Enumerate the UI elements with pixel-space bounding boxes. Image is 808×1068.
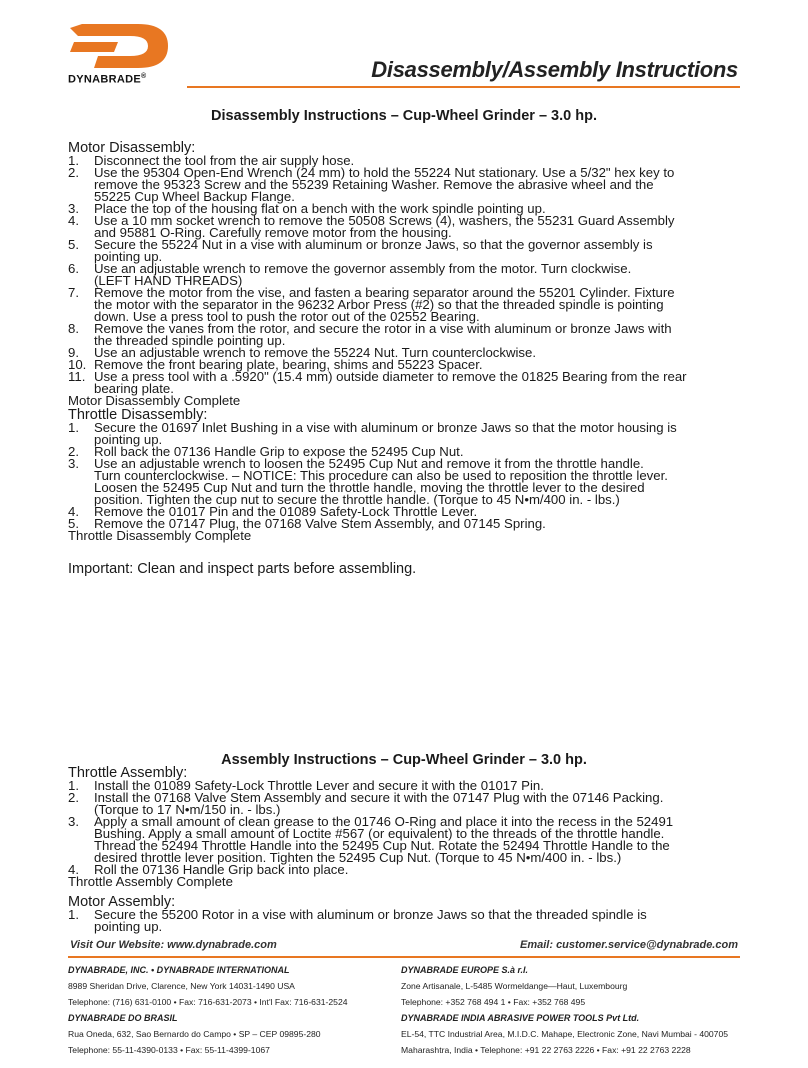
step-text-line: position. Tighten the cup nut to secure the throttle handle. (Torque to 45 N•m/400 in. - lbs.) xyxy=(94,492,620,507)
step-text-line: pointing up. xyxy=(94,249,163,264)
motor-assembly-heading: Motor Assembly: xyxy=(68,894,176,910)
website-link[interactable]: Visit Our Website: www.dynabrade.com xyxy=(70,939,277,951)
instruction-step xyxy=(68,458,743,506)
step-number: 3. xyxy=(68,456,79,471)
instruction-step xyxy=(68,792,743,816)
step-number: 9. xyxy=(68,345,79,360)
step-text-line: Use the 95304 Open-End Wrench (24 mm) to hold the 55224 Nut stationary. Use a 5/32" hex key to xyxy=(94,165,675,180)
step-text-line: bearing plate. xyxy=(94,381,174,396)
step-number: 1. xyxy=(68,907,79,922)
step-number: 4. xyxy=(68,213,79,228)
address-line: Telephone: 55-11-4390-0133 • Fax: 55-11-4399-1067 xyxy=(68,1045,270,1055)
address-line: 8989 Sheridan Drive, Clarence, New York 14031-1490 USA xyxy=(68,981,295,991)
step-text-line: Remove the front bearing plate, bearing, shims and 55223 Spacer. xyxy=(94,357,483,372)
step-text-line: Thread the 52494 Throttle Handle into the 52495 Cup Nut. Rotate the 52494 Throttle Handle to the xyxy=(94,838,670,853)
step-text-line: Use an adjustable wrench to loosen the 52495 Cup Nut and remove it from the throttle handle. xyxy=(94,456,644,471)
step-text-line: Secure the 55200 Rotor in a vise with aluminum or bronze Jaws so that the threaded spindle is xyxy=(94,907,647,922)
step-number: 5. xyxy=(68,516,79,531)
step-number: 6. xyxy=(68,261,79,276)
instruction-step xyxy=(68,371,743,395)
step-text-line: Loosen the 52495 Cup Nut and turn the throttle handle, moving the throttle lever to the desired xyxy=(94,480,645,495)
step-text-line: desired throttle lever position. Tighten the 52495 Cup Nut. (Torque to 45 N•m/400 in. - lbs.) xyxy=(94,850,622,865)
footer-contact-bar xyxy=(68,936,740,958)
step-text-line: Remove the vanes from the rotor, and secure the rotor in a vise with aluminum or bronze Jaws with xyxy=(94,321,672,336)
step-text-line: the motor with the separator in the 96232 Arbor Press (#2) so that the threaded spindle is pointing xyxy=(94,297,664,312)
address-line: Telephone: +352 768 494 1 • Fax: +352 768 495 xyxy=(401,997,586,1007)
brand-name: DYNABRADE® xyxy=(68,73,147,86)
instruction-step xyxy=(68,518,743,530)
instruction-step xyxy=(68,864,743,876)
step-number: 3. xyxy=(68,201,79,216)
throttle-disassembly-section xyxy=(68,408,743,542)
motor-disassembly-complete: Motor Disassembly Complete xyxy=(68,393,241,408)
throttle-assembly-list xyxy=(68,780,743,876)
step-text-line: 55225 Cup Wheel Backup Flange. xyxy=(94,189,295,204)
step-number: 1. xyxy=(68,420,79,435)
step-number: 2. xyxy=(68,790,79,805)
step-text-line: Use a 10 mm socket wrench to remove the 50508 Screws (4), washers, the 55231 Guard Assembly xyxy=(94,213,675,228)
step-text-line: Remove the 07147 Plug, the 07168 Valve Stem Assembly, and 07145 Spring. xyxy=(94,516,546,531)
address-line: Maharashtra, India • Telephone: +91 22 2763 2226 • Fax: +91 22 2763 2228 xyxy=(401,1045,691,1055)
step-text-line: Use an adjustable wrench to remove the 55224 Nut. Turn counterclockwise. xyxy=(94,345,537,360)
address-line: Telephone: (716) 631-0100 • Fax: 716-631-2073 • Int'l Fax: 716-631-2524 xyxy=(68,997,348,1007)
step-number: 2. xyxy=(68,165,79,180)
disassembly-title: Disassembly Instructions – Cup-Wheel Grinder – 3.0 hp. xyxy=(211,108,597,124)
step-number: 11. xyxy=(68,369,86,384)
step-text-line: Roll the 07136 Handle Grip back into place. xyxy=(94,862,349,877)
step-number: 2. xyxy=(68,444,79,459)
address-brazil xyxy=(68,1010,321,1058)
instruction-step xyxy=(68,422,743,446)
step-number: 1. xyxy=(68,153,79,168)
address-europe xyxy=(401,962,627,1010)
instruction-step xyxy=(68,239,743,263)
step-text-line: Secure the 01697 Inlet Bushing in a vise with aluminum or bronze Jaws so that the motor housing is xyxy=(94,420,677,435)
header-rule xyxy=(187,86,740,88)
throttle-disassembly-complete: Throttle Disassembly Complete xyxy=(68,528,252,543)
step-text-line: Turn counterclockwise. – NOTICE: This procedure can also be used to reposition the throttle lever. xyxy=(94,468,668,483)
step-text-line: Use an adjustable wrench to remove the governor assembly from the motor. Turn clockwise. xyxy=(94,261,632,276)
step-text-line: the threaded spindle pointing up. xyxy=(94,333,286,348)
step-number: 7. xyxy=(68,285,79,300)
assembly-title: Assembly Instructions – Cup-Wheel Grinder – 3.0 hp. xyxy=(221,752,587,768)
throttle-assembly-heading: Throttle Assembly: xyxy=(68,765,188,781)
step-text-line: remove the 95323 Screw and the 55239 Retaining Washer. Remove the abrasive wheel and the xyxy=(94,177,654,192)
address-india xyxy=(401,1010,728,1058)
throttle-disassembly-list xyxy=(68,422,743,530)
important-note: Important: Clean and inspect parts before assembling. xyxy=(68,561,417,577)
address-heading: DYNABRADE, INC. • DYNABRADE INTERNATIONAL xyxy=(68,965,290,975)
instruction-step xyxy=(68,215,743,239)
step-text-line: Apply a small amount of clean grease to the 01746 O-Ring and place it into the recess in the 52491 xyxy=(94,814,674,829)
step-text-line: Install the 01089 Safety-Lock Throttle Lever and secure it with the 01017 Pin. xyxy=(94,778,544,793)
address-line: EL-54, TTC Industrial Area, M.I.D.C. Mahape, Electronic Zone, Navi Mumbai - 400705 xyxy=(401,1029,729,1039)
instruction-step xyxy=(68,287,743,323)
address-usa xyxy=(68,962,348,1010)
address-heading: DYNABRADE DO BRASIL xyxy=(68,1013,178,1023)
instruction-step xyxy=(68,816,743,864)
instruction-step xyxy=(68,909,743,933)
step-text-line: pointing up. xyxy=(94,432,163,447)
step-number: 1. xyxy=(68,778,79,793)
step-text-line: and 95881 O-Ring. Carefully remove motor from the housing. xyxy=(94,225,452,240)
motor-disassembly-list xyxy=(68,155,743,395)
motor-disassembly-heading: Motor Disassembly: xyxy=(68,140,196,156)
step-number: 3. xyxy=(68,814,79,829)
step-text-line: Place the top of the housing flat on a bench with the work spindle pointing up. xyxy=(94,201,546,216)
step-text-line: Disconnect the tool from the air supply hose. xyxy=(94,153,355,168)
instruction-step xyxy=(68,263,743,287)
throttle-disassembly-heading: Throttle Disassembly: xyxy=(68,407,208,423)
step-number: 5. xyxy=(68,237,79,252)
step-text-line: Secure the 55224 Nut in a vise with aluminum or bronze Jaws, so that the governor assembly is xyxy=(94,237,653,252)
instruction-step xyxy=(68,323,743,347)
step-number: 4. xyxy=(68,504,79,519)
step-text-line: (Torque to 17 N•m/150 in. - lbs.) xyxy=(94,802,281,817)
header-title: Disassembly/Assembly Instructions xyxy=(371,57,738,82)
throttle-assembly-section xyxy=(68,766,743,888)
address-heading: DYNABRADE INDIA ABRASIVE POWER TOOLS Pvt Ltd. xyxy=(401,1013,640,1023)
step-text-line: (LEFT HAND THREADS) xyxy=(94,273,243,288)
throttle-assembly-complete: Throttle Assembly Complete xyxy=(68,874,233,889)
step-text-line: Remove the motor from the vise, and fasten a bearing separator around the 55201 Cylinder. Fixture xyxy=(94,285,675,300)
step-text-line: Install the 07168 Valve Stem Assembly and secure it with the 07147 Plug with the 07146 Packing. xyxy=(94,790,664,805)
step-text-line: Use a press tool with a .5920" (15.4 mm) outside diameter to remove the 01825 Bearing from the rear xyxy=(94,369,687,384)
address-line: Zone Artisanale, L-5485 Wormeldange—Haut, Luxembourg xyxy=(401,981,628,991)
address-heading: DYNABRADE EUROPE S.à r.l. xyxy=(401,965,529,975)
step-number: 4. xyxy=(68,862,79,877)
step-number: 8. xyxy=(68,321,79,336)
step-text-line: pointing up. xyxy=(94,919,163,934)
motor-assembly-section xyxy=(68,895,743,933)
step-number: 10. xyxy=(68,357,87,372)
page-header xyxy=(0,0,808,95)
step-text-line: Remove the 01017 Pin and the 01089 Safety-Lock Throttle Lever. xyxy=(94,504,478,519)
email-link[interactable]: Email: customer.service@dynabrade.com xyxy=(520,939,738,951)
motor-assembly-list xyxy=(68,909,743,933)
address-line: Rua Oneda, 632, Sao Bernardo do Campo • SP – CEP 09895-280 xyxy=(68,1029,321,1039)
step-text-line: Roll back the 07136 Handle Grip to expose the 52495 Cup Nut. xyxy=(94,444,464,459)
motor-disassembly-section xyxy=(68,141,743,407)
step-text-line: Bushing. Apply a small amount of Loctite #567 (or equivalent) to the threads of the throttle handle. xyxy=(94,826,665,841)
instruction-step xyxy=(68,167,743,203)
step-text-line: down. Use a press tool to push the rotor out of the 02552 Bearing. xyxy=(94,309,480,324)
